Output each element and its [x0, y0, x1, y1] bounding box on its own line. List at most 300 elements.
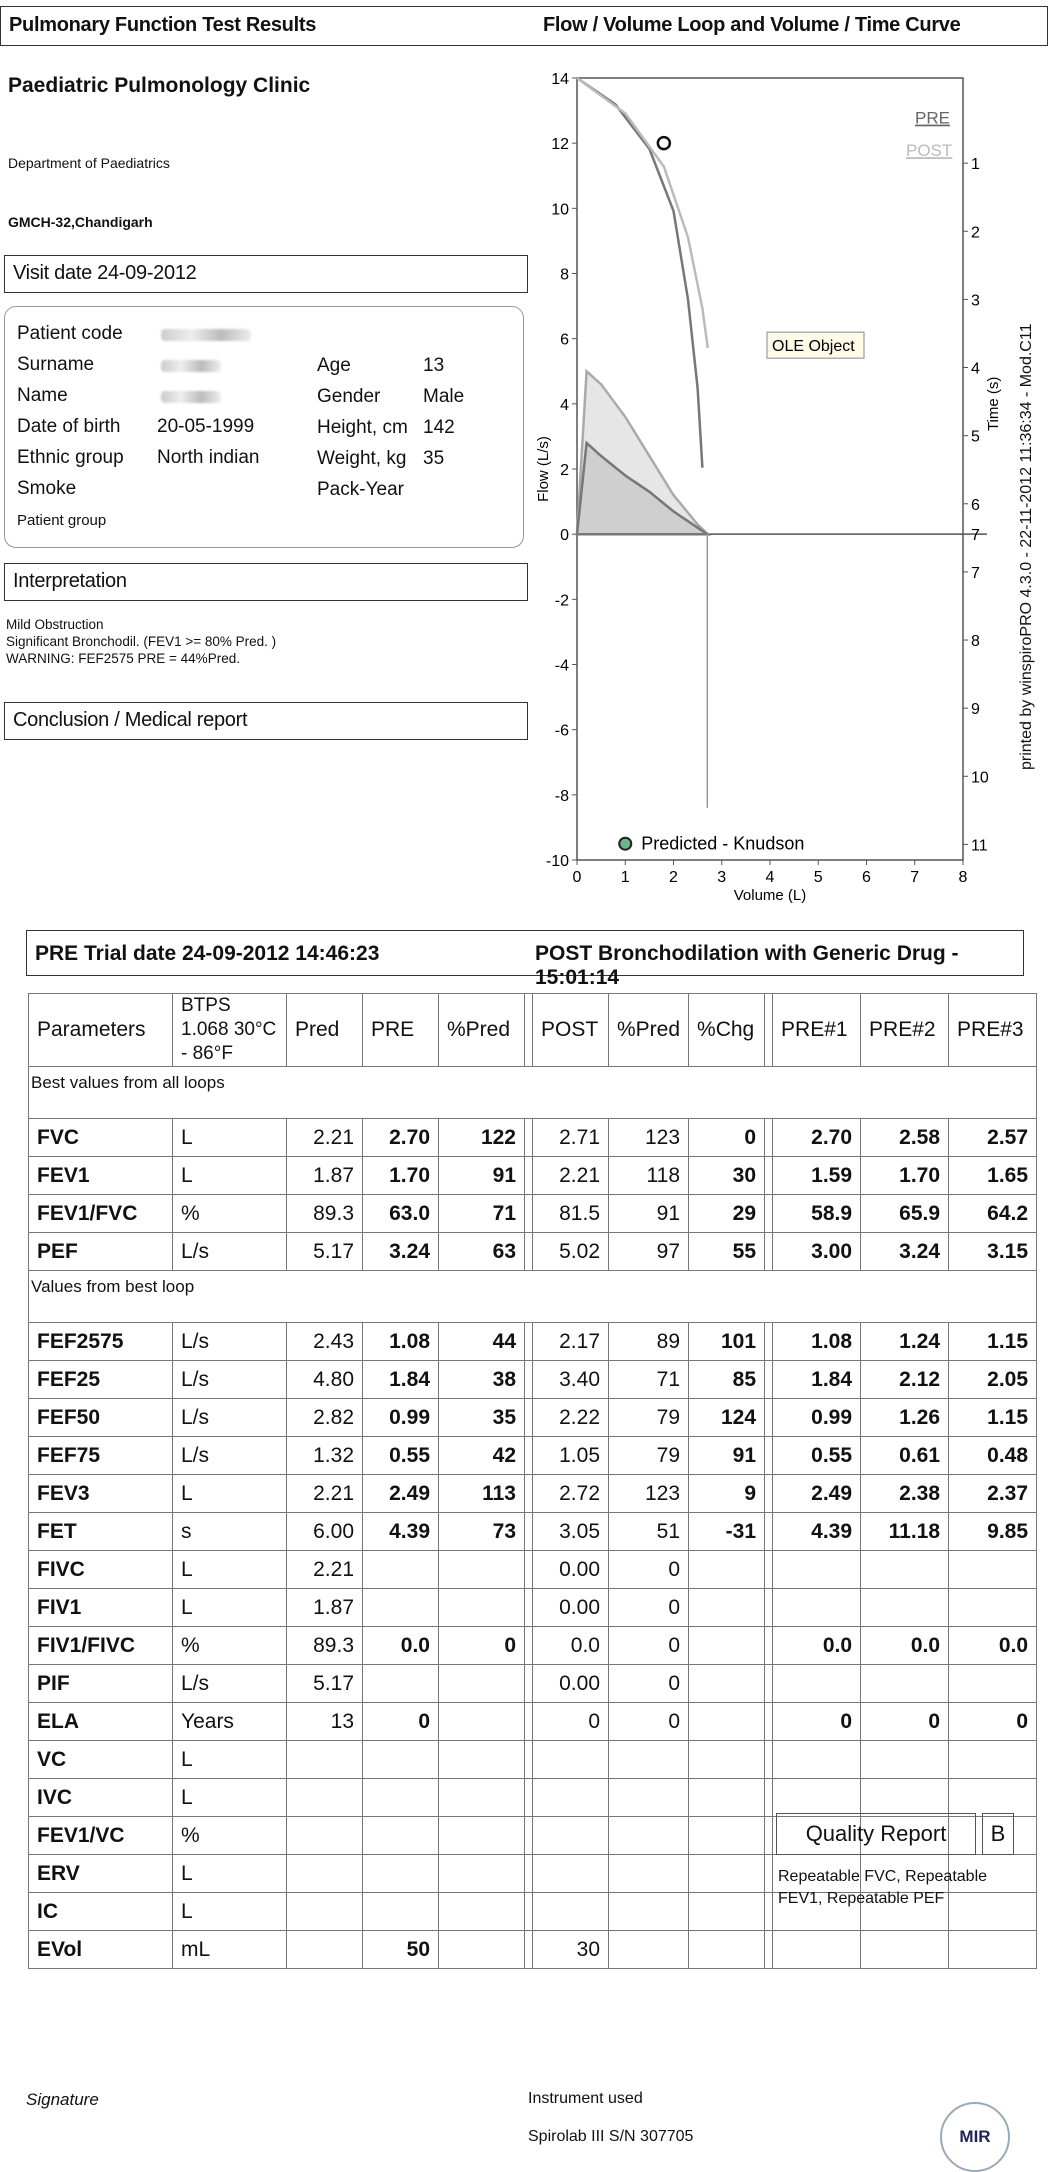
value-cell: 3.05	[533, 1513, 609, 1551]
parameter-unit: L	[173, 1119, 287, 1157]
y-tick-label: 0	[560, 527, 569, 545]
y-tick-label: -6	[554, 722, 569, 740]
value-cell	[949, 1589, 1037, 1627]
column-header: POST	[533, 994, 609, 1067]
value-cell	[949, 1665, 1037, 1703]
value-cell	[949, 1931, 1037, 1969]
value-cell: 1.65	[949, 1157, 1037, 1195]
value-cell: 81.5	[533, 1195, 609, 1233]
value-cell: 79	[609, 1437, 689, 1475]
column-separator	[525, 1817, 533, 1855]
value-cell	[287, 1855, 363, 1893]
column-separator	[765, 1589, 773, 1627]
x-tick-label: 6	[862, 869, 871, 886]
column-separator	[525, 1703, 533, 1741]
parameter-unit: %	[173, 1627, 287, 1665]
mir-logo-text: MIR	[959, 2127, 991, 2146]
value-cell: 51	[609, 1513, 689, 1551]
value-cell: 0	[861, 1703, 949, 1741]
parameter-name: FVC	[29, 1119, 173, 1157]
parameter-name: FEV1/VC	[29, 1817, 173, 1855]
table-row	[29, 1157, 1037, 1195]
column-separator	[765, 1323, 773, 1361]
value-cell: 123	[609, 1475, 689, 1513]
ethnic-value: North indian	[157, 447, 260, 468]
value-cell: 1.32	[287, 1437, 363, 1475]
value-cell: 11.18	[861, 1513, 949, 1551]
column-separator	[525, 1855, 533, 1893]
parameter-name: FEV1/FVC	[29, 1195, 173, 1233]
quality-text: Repeatable FVC, Repeatable FEV1, Repeatable PEF	[778, 1868, 988, 1907]
table-header-row	[29, 994, 1037, 1067]
column-separator	[765, 1437, 773, 1475]
value-cell: 0	[363, 1703, 439, 1741]
value-cell: 124	[689, 1399, 765, 1437]
predicted-legend-icon	[619, 838, 631, 850]
value-cell: 91	[689, 1437, 765, 1475]
value-cell: 1.59	[773, 1157, 861, 1195]
value-cell: 5.17	[287, 1665, 363, 1703]
conclusion-title: Conclusion / Medical report	[13, 709, 248, 731]
value-cell: 0	[609, 1703, 689, 1741]
value-cell: 118	[609, 1157, 689, 1195]
value-cell: 1.24	[861, 1323, 949, 1361]
value-cell: 5.17	[287, 1233, 363, 1271]
surname-redacted	[161, 360, 221, 372]
column-separator	[525, 994, 533, 1067]
parameter-name: FEF50	[29, 1399, 173, 1437]
y2-tick-label: 10	[971, 769, 989, 787]
column-separator	[525, 1399, 533, 1437]
value-cell	[609, 1931, 689, 1969]
column-header: PRE#3	[949, 994, 1037, 1067]
column-separator	[525, 1119, 533, 1157]
value-cell: 2.49	[773, 1475, 861, 1513]
x-tick-label: 3	[717, 869, 727, 886]
parameter-name: ELA	[29, 1703, 173, 1741]
column-header: %Chg	[689, 994, 765, 1067]
smoke-label: Smoke	[17, 478, 77, 499]
value-cell: 71	[609, 1361, 689, 1399]
value-cell	[609, 1893, 689, 1931]
parameter-name: FEV3	[29, 1475, 173, 1513]
value-cell: 2.21	[287, 1119, 363, 1157]
value-cell	[773, 1551, 861, 1589]
value-cell: 42	[439, 1437, 525, 1475]
column-separator	[765, 1551, 773, 1589]
value-cell	[439, 1855, 525, 1893]
column-separator	[525, 1233, 533, 1271]
value-cell: 2.43	[287, 1323, 363, 1361]
value-cell	[439, 1589, 525, 1627]
value-cell: 2.21	[287, 1475, 363, 1513]
post-trial-date: POST Bronchodilation with Generic Drug - 15:01:14	[535, 942, 959, 989]
column-separator	[525, 1589, 533, 1627]
value-cell: 6.00	[287, 1513, 363, 1551]
instrument-value: Spirolab III S/N 307705	[528, 2128, 694, 2145]
value-cell: 1.08	[363, 1323, 439, 1361]
table-row	[29, 1233, 1037, 1271]
parameter-name: VC	[29, 1741, 173, 1779]
column-separator	[765, 1741, 773, 1779]
y-tick-label: 10	[551, 201, 569, 219]
value-cell: 0	[439, 1627, 525, 1665]
parameter-name: FIVC	[29, 1551, 173, 1589]
parameter-name: FIV1	[29, 1589, 173, 1627]
column-separator	[765, 1119, 773, 1157]
parameter-unit: L	[173, 1475, 287, 1513]
value-cell: 30	[533, 1931, 609, 1969]
quality-report-title: Quality Report	[805, 1821, 947, 1846]
x-tick-label: 5	[813, 869, 823, 886]
parameter-unit: L	[173, 1893, 287, 1931]
department-name: Department of Paediatrics	[8, 155, 170, 171]
value-cell: 1.87	[287, 1589, 363, 1627]
column-separator	[765, 1157, 773, 1195]
age-value: 13	[423, 355, 445, 376]
value-cell	[773, 1665, 861, 1703]
parameter-name: FIV1/FIVC	[29, 1627, 173, 1665]
value-cell: 73	[439, 1513, 525, 1551]
column-header: PRE	[363, 994, 439, 1067]
gender-label: Gender	[317, 386, 381, 407]
value-cell: 2.49	[363, 1475, 439, 1513]
x-tick-label: 1	[620, 869, 630, 886]
value-cell	[439, 1893, 525, 1931]
value-cell	[861, 1931, 949, 1969]
y2-tick-label: 7	[971, 564, 980, 582]
chart-title: Flow / Volume Loop and Volume / Time Curve	[543, 14, 961, 36]
column-separator	[525, 1437, 533, 1475]
value-cell: 91	[609, 1195, 689, 1233]
interpretation-title: Interpretation	[13, 570, 127, 592]
value-cell	[439, 1551, 525, 1589]
value-cell: 123	[609, 1119, 689, 1157]
value-cell: 58.9	[773, 1195, 861, 1233]
x-tick-label: 4	[765, 869, 775, 886]
column-header: BTPS 1.068 30°C - 86°F	[173, 994, 287, 1067]
value-cell: 4.39	[363, 1513, 439, 1551]
ole-object-label: OLE Object	[772, 338, 855, 356]
predicted-marker	[658, 137, 670, 149]
value-cell: 0.00	[533, 1589, 609, 1627]
predicted-legend-label: Predicted - Knudson	[641, 833, 805, 854]
value-cell: 1.70	[363, 1157, 439, 1195]
patient-group-label: Patient group	[17, 512, 107, 529]
y-tick-label: -4	[554, 657, 569, 675]
column-header: %Pred	[609, 994, 689, 1067]
value-cell: 89	[609, 1323, 689, 1361]
value-cell	[533, 1893, 609, 1931]
value-cell	[363, 1589, 439, 1627]
y-tick-label: 4	[560, 396, 569, 414]
parameter-name: FEF25	[29, 1361, 173, 1399]
x-tick-label: 2	[669, 869, 678, 886]
value-cell	[439, 1817, 525, 1855]
column-header: PRE#2	[861, 994, 949, 1067]
value-cell: 2.21	[533, 1157, 609, 1195]
y2-tick-label: 6	[971, 496, 980, 514]
table-row	[29, 1779, 1037, 1817]
column-separator	[525, 1665, 533, 1703]
value-cell: 0	[533, 1703, 609, 1741]
value-cell	[363, 1855, 439, 1893]
weight-label: Weight, kg	[317, 448, 407, 469]
value-cell: -31	[689, 1513, 765, 1551]
table-row	[29, 1361, 1037, 1399]
y-tick-label: -10	[545, 853, 569, 870]
value-cell: 50	[363, 1931, 439, 1969]
table-row	[29, 1195, 1037, 1233]
parameter-name: FEF75	[29, 1437, 173, 1475]
value-cell: 3.24	[861, 1233, 949, 1271]
instrument-label: Instrument used	[528, 2090, 643, 2107]
value-cell: 2.82	[287, 1399, 363, 1437]
surname-label: Surname	[17, 354, 95, 375]
value-cell	[773, 1741, 861, 1779]
column-separator	[765, 1665, 773, 1703]
y2-tick-label: 7	[971, 527, 980, 545]
value-cell	[609, 1779, 689, 1817]
value-cell: 0.0	[861, 1627, 949, 1665]
y2-tick-label: 3	[971, 292, 980, 310]
table-row	[29, 1627, 1037, 1665]
column-separator	[525, 1741, 533, 1779]
value-cell	[363, 1741, 439, 1779]
dob-label: Date of birth	[17, 416, 121, 437]
visit-date-box	[4, 255, 528, 293]
value-cell	[439, 1665, 525, 1703]
parameter-unit: s	[173, 1513, 287, 1551]
value-cell: 89.3	[287, 1627, 363, 1665]
parameter-unit: mL	[173, 1931, 287, 1969]
column-separator	[525, 1893, 533, 1931]
table-row	[29, 1551, 1037, 1589]
parameter-unit: L	[173, 1551, 287, 1589]
packyear-label: Pack-Year	[317, 479, 404, 500]
parameter-unit: Years	[173, 1703, 287, 1741]
value-cell: 91	[439, 1157, 525, 1195]
section-row	[29, 1271, 1037, 1323]
table-row	[29, 1931, 1037, 1969]
value-cell: 0.55	[363, 1437, 439, 1475]
value-cell: 0.0	[773, 1627, 861, 1665]
y-tick-label: 12	[551, 136, 569, 154]
parameter-unit: L/s	[173, 1233, 287, 1271]
value-cell: 79	[609, 1399, 689, 1437]
value-cell: 1.84	[773, 1361, 861, 1399]
parameter-unit: %	[173, 1195, 287, 1233]
value-cell	[861, 1741, 949, 1779]
quality-grade-box	[982, 1813, 1014, 1855]
value-cell: 2.70	[363, 1119, 439, 1157]
y2-axis-label: Time (s)	[985, 376, 1002, 432]
value-cell	[861, 1589, 949, 1627]
value-cell: 38	[439, 1361, 525, 1399]
value-cell: 0.61	[861, 1437, 949, 1475]
value-cell: 3.15	[949, 1233, 1037, 1271]
column-separator	[525, 1779, 533, 1817]
report-header	[0, 6, 1048, 46]
interpretation-line-3: WARNING: FEF2575 PRE = 44%Pred.	[6, 651, 240, 666]
value-cell	[609, 1741, 689, 1779]
value-cell	[533, 1779, 609, 1817]
value-cell	[363, 1817, 439, 1855]
value-cell: 2.71	[533, 1119, 609, 1157]
value-cell: 0	[949, 1703, 1037, 1741]
patient-code-redacted	[161, 329, 251, 341]
parameter-unit: L/s	[173, 1399, 287, 1437]
value-cell: 55	[689, 1233, 765, 1271]
patient-code-label: Patient code	[17, 323, 123, 344]
column-separator	[765, 1627, 773, 1665]
value-cell: 2.12	[861, 1361, 949, 1399]
parameter-unit: L	[173, 1741, 287, 1779]
parameter-unit: L	[173, 1855, 287, 1893]
column-separator	[765, 994, 773, 1067]
value-cell	[439, 1703, 525, 1741]
column-separator	[765, 1779, 773, 1817]
value-cell	[689, 1551, 765, 1589]
value-cell: 5.02	[533, 1233, 609, 1271]
dob-value: 20-05-1999	[157, 416, 255, 437]
table-row	[29, 1589, 1037, 1627]
name-label: Name	[17, 385, 68, 406]
y-tick-label: 14	[551, 71, 569, 88]
y2-tick-label: 9	[971, 701, 980, 719]
y-tick-label: -2	[554, 592, 569, 610]
patient-box	[4, 306, 524, 548]
value-cell: 1.15	[949, 1399, 1037, 1437]
column-separator	[525, 1361, 533, 1399]
column-separator	[765, 1233, 773, 1271]
section-label: Values from best loop	[29, 1271, 1037, 1323]
parameter-name: IC	[29, 1893, 173, 1931]
value-cell	[287, 1817, 363, 1855]
value-cell: 2.17	[533, 1323, 609, 1361]
interpretation-box	[4, 563, 528, 601]
column-separator	[525, 1157, 533, 1195]
value-cell: 64.2	[949, 1195, 1037, 1233]
value-cell: 1.70	[861, 1157, 949, 1195]
column-header: %Pred	[439, 994, 525, 1067]
value-cell: 1.26	[861, 1399, 949, 1437]
value-cell: 3.24	[363, 1233, 439, 1271]
value-cell	[609, 1855, 689, 1893]
value-cell: 44	[439, 1323, 525, 1361]
y2-tick-label: 5	[971, 428, 980, 446]
y-axis-label: Flow (L/s)	[535, 436, 552, 502]
value-cell	[861, 1779, 949, 1817]
value-cell	[689, 1779, 765, 1817]
parameter-unit: L	[173, 1157, 287, 1195]
value-cell	[949, 1779, 1037, 1817]
value-cell	[861, 1665, 949, 1703]
value-cell	[949, 1551, 1037, 1589]
value-cell	[689, 1665, 765, 1703]
value-cell: 2.21	[287, 1551, 363, 1589]
trial-header	[26, 930, 1024, 989]
value-cell: 2.38	[861, 1475, 949, 1513]
value-cell	[439, 1779, 525, 1817]
legend-post: POST	[906, 141, 953, 161]
parameter-unit: L/s	[173, 1361, 287, 1399]
name-redacted	[161, 391, 221, 403]
value-cell: 0.99	[363, 1399, 439, 1437]
value-cell	[773, 1931, 861, 1969]
value-cell	[689, 1855, 765, 1893]
value-cell: 13	[287, 1703, 363, 1741]
x-tick-label: 0	[572, 869, 582, 886]
value-cell: 0.0	[949, 1627, 1037, 1665]
parameter-name: ERV	[29, 1855, 173, 1893]
column-separator	[765, 1931, 773, 1969]
pre-trial-date: PRE Trial date 24-09-2012 14:46:23	[35, 942, 380, 965]
value-cell	[861, 1551, 949, 1589]
table-row	[29, 1399, 1037, 1437]
value-cell	[609, 1817, 689, 1855]
legend-pre: PRE	[915, 108, 950, 128]
y2-tick-label: 8	[971, 633, 980, 651]
value-cell: 0	[609, 1627, 689, 1665]
value-cell	[287, 1931, 363, 1969]
height-value: 142	[423, 417, 455, 438]
y2-tick-label: 11	[971, 837, 988, 855]
value-cell: 71	[439, 1195, 525, 1233]
parameter-unit: L	[173, 1589, 287, 1627]
table-row	[29, 1475, 1037, 1513]
y2-tick-label: 2	[971, 224, 980, 242]
value-cell: 63.0	[363, 1195, 439, 1233]
value-cell: 3.40	[533, 1361, 609, 1399]
value-cell: 35	[439, 1399, 525, 1437]
column-separator	[765, 1855, 773, 1893]
hospital-name: GMCH-32,Chandigarh	[8, 214, 153, 230]
print-stamp: printed by winspiroPRO 4.3.0 - 22-11-2012 11:36:34 - Mod.C11	[1018, 323, 1035, 770]
parameter-name: PEF	[29, 1233, 173, 1271]
value-cell: 0	[609, 1551, 689, 1589]
value-cell: 122	[439, 1119, 525, 1157]
parameter-name: PIF	[29, 1665, 173, 1703]
visit-date: Visit date 24-09-2012	[13, 262, 197, 284]
y-tick-label: 2	[560, 462, 569, 479]
value-cell: 4.39	[773, 1513, 861, 1551]
value-cell: 1.15	[949, 1323, 1037, 1361]
value-cell	[363, 1893, 439, 1931]
value-cell	[287, 1741, 363, 1779]
conclusion-box	[4, 702, 528, 740]
value-cell	[533, 1741, 609, 1779]
parameter-unit: L	[173, 1779, 287, 1817]
value-cell: 0.48	[949, 1437, 1037, 1475]
value-cell	[439, 1741, 525, 1779]
table-row	[29, 1119, 1037, 1157]
column-separator	[765, 1195, 773, 1233]
ethnic-label: Ethnic group	[17, 447, 124, 468]
value-cell: 0.0	[533, 1627, 609, 1665]
value-cell	[689, 1589, 765, 1627]
value-cell: 0.55	[773, 1437, 861, 1475]
interpretation-text	[6, 616, 276, 667]
parameter-unit: L/s	[173, 1437, 287, 1475]
value-cell	[949, 1741, 1037, 1779]
column-separator	[525, 1195, 533, 1233]
value-cell: 2.05	[949, 1361, 1037, 1399]
parameter-unit: %	[173, 1817, 287, 1855]
y-tick-label: -8	[554, 787, 569, 805]
column-separator	[525, 1931, 533, 1969]
table-row	[29, 1741, 1037, 1779]
